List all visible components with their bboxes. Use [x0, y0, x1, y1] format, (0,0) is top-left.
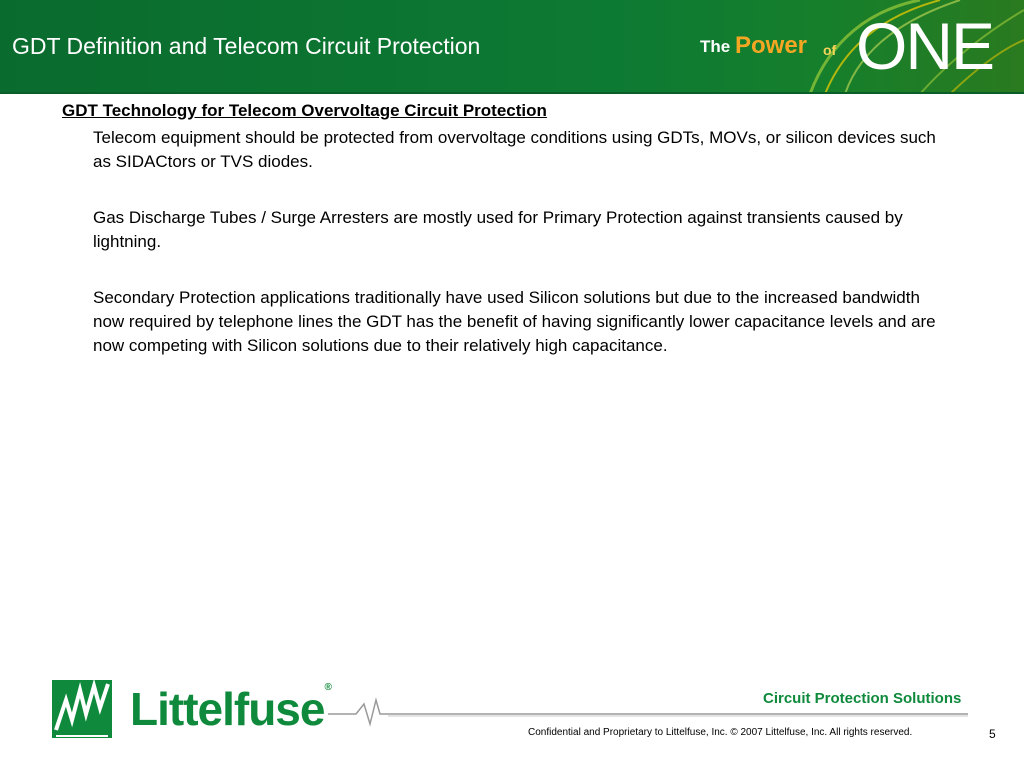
paragraph-2: Gas Discharge Tubes / Surge Arresters are mostly used for Primary Protection against transients caused by lightning.: [93, 208, 903, 251]
littelfuse-logo-icon: [52, 680, 112, 738]
header-bar: [0, 0, 1024, 94]
registered-mark: ®: [324, 682, 331, 693]
page-number: 5: [989, 727, 996, 741]
logo-name: Littelfuse: [130, 683, 325, 735]
slide-content: [62, 100, 962, 390]
brand-the: The: [700, 37, 731, 56]
brand-power: Power: [735, 32, 808, 59]
header-divider: [0, 92, 1024, 94]
brand-of: of: [823, 42, 837, 58]
brand-one: ONE: [856, 9, 994, 83]
slide-title: GDT Definition and Telecom Circuit Protection: [12, 33, 481, 59]
paragraph-3: Secondary Protection applications traditionally have used Silicon solutions but due to the increased bandwidth now required by telephone lines the GDT has the benefit of having significantly lower capacitance levels and are now competing with Silicon solutions due to their relatively high capacitance.: [93, 288, 936, 355]
paragraph-1: Telecom equipment should be protected from overvoltage conditions using GDTs, MOVs, or silicon devices such as SIDACtors or TVS diodes.: [93, 128, 936, 171]
content-heading: GDT Technology for Telecom Overvoltage Circuit Protection: [62, 101, 547, 120]
logo-wordmark: [130, 682, 331, 736]
confidential-notice: Confidential and Proprietary to Littelfuse, Inc. © 2007 Littelfuse, Inc. All rights reserved.: [528, 727, 913, 738]
footer-tagline: Circuit Protection Solutions: [763, 690, 962, 707]
